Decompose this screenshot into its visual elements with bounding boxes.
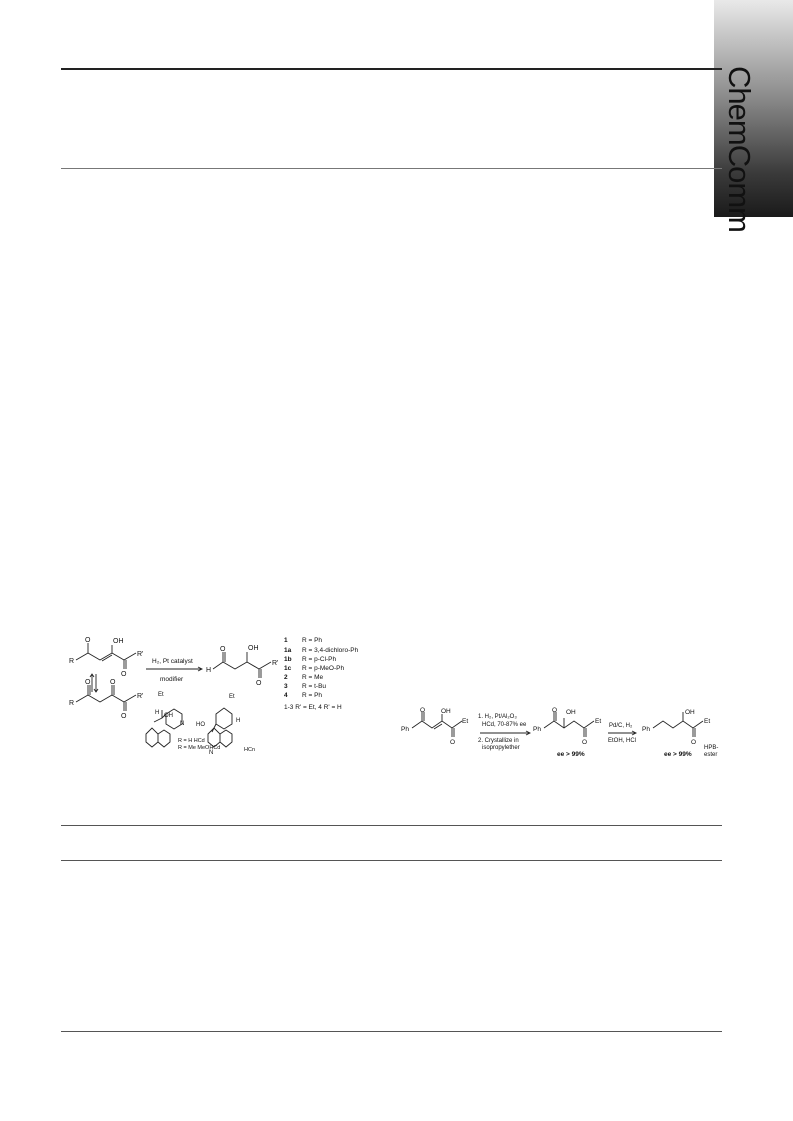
reagent-text: EtOH, HCl [608,738,637,744]
table-rule-bottom [61,1031,722,1032]
start-diketoester [401,707,468,746]
atom-label: Et [704,718,711,725]
atom-label: OH [566,709,576,716]
atom-label: Et [595,718,602,725]
compound-name: HPB- [704,745,719,751]
atom-label: O [256,680,262,687]
compound-description: R = p-Cl-Ph [302,656,337,663]
reaction-arrow [146,667,202,671]
atom-label: OH [113,638,124,645]
atom-label: Et [229,694,235,700]
atom-label: O [85,679,91,686]
atom-label: H [206,667,212,674]
atom-label: R' [137,651,144,658]
atom-label: O [110,679,116,686]
intermediate-hydroxyketoester [533,707,601,746]
atom-label: H [236,718,241,724]
compound-description: R = 3,4-dichloro-Ph [302,647,359,654]
atom-label: OH [164,713,173,719]
atom-label: O [220,646,226,653]
reagent-text: isopropylether [482,745,520,751]
atom-label: O [121,713,127,720]
modifier-caption: HCn [244,747,256,753]
atom-label: O [691,739,697,746]
atom-label: OH [441,708,451,715]
reagent-text: H₂, Pt catalyst [152,658,193,665]
scheme-1-legend [284,637,359,711]
atom-label: N [209,750,214,756]
compound-number: 3 [284,683,288,690]
reagent-text: HCd, 70-87% ee [482,722,527,728]
atom-label: H [155,710,160,716]
atom-label: OH [248,645,259,652]
header-rule-bottom [61,168,722,169]
atom-label: R' [137,693,144,700]
atom-label: O [121,671,127,678]
compound-description: R = Ph [302,637,323,644]
atom-label: O [85,637,91,644]
scheme-1-hydrogenation [66,634,386,759]
reagent-text: Pd/C, H₂ [609,723,633,729]
reagent-text: modifier [160,676,184,683]
atom-label: O [450,739,456,746]
journal-tab-label: ChemComm [722,66,757,232]
atom-label: Ph [533,726,541,733]
table-rule-mid [61,860,722,861]
atom-label: R [69,658,75,665]
compound-description: R = Me [302,674,324,681]
compound-description: R = Ph [302,692,323,699]
reaction-arrow-step1 [480,731,530,735]
reagent-text: 2. Crystallize in [478,738,519,744]
substrate-enol [69,637,143,678]
legend-footer: 1-3 R' = Et, 4 R' = H [284,704,342,711]
product-hpb-ester [642,709,710,746]
substrate-keto [69,679,143,720]
product-hydroxy-ester [206,645,278,687]
compound-number: 4 [284,692,288,699]
table-rule-top [61,825,722,826]
ee-value: ee > 99% [557,751,585,758]
compound-description: R = t-Bu [302,683,327,690]
atom-label: Ph [401,726,409,733]
atom-label: N [180,721,185,727]
compound-number: 1c [284,665,292,672]
atom-label: OH [685,709,695,716]
atom-label: Et [158,692,164,698]
atom-label: Ph [642,726,650,733]
compound-number: 1a [284,647,292,654]
compound-name: ester [704,752,718,758]
reaction-arrow-step2 [608,731,636,735]
scheme-2-hpb-ester-synthesis [400,706,725,766]
header-rule-top [61,68,722,70]
atom-label: O [552,707,558,714]
atom-label: R' [272,660,279,667]
reagent-text: 1. H₂, Pt/Al₂O₃ [478,714,517,720]
atom-label: R [69,700,75,707]
atom-label: O [420,707,426,714]
modifier-cinchonidine [146,692,220,751]
compound-number: 1 [284,637,288,644]
atom-label: Et [462,718,469,725]
atom-label: HO [196,722,205,728]
compound-number: 1b [284,656,292,663]
compound-number: 2 [284,674,288,681]
compound-description: R = p-MeO-Ph [302,665,345,672]
modifier-caption: R = Me MeOHCd [178,745,221,751]
ee-value: ee > 99% [664,751,692,758]
modifier-caption: R = H HCd [178,738,205,744]
atom-label: O [582,739,588,746]
equilibrium-arrow [90,674,98,692]
